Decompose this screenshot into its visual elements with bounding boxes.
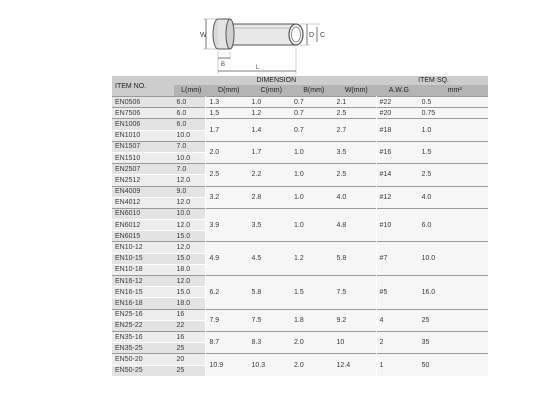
item-no-cell: EN1507	[112, 141, 174, 152]
length-cell: 10.0	[174, 130, 206, 141]
mm2-cell: 2.5	[419, 164, 488, 186]
b-cell: 1.0	[291, 164, 334, 186]
awg-cell: #7	[376, 242, 419, 276]
dim-label-l: L	[256, 65, 260, 71]
d-cell: 1.3	[206, 97, 249, 108]
length-cell: 12.0	[174, 276, 206, 287]
w-cell: 2.1	[334, 97, 377, 108]
awg-cell: #20	[376, 108, 419, 119]
length-cell: 12.0	[174, 242, 206, 253]
header-l: L(mm)	[174, 85, 206, 97]
table-row	[112, 208, 488, 219]
header-awg: A.W.G	[376, 85, 419, 97]
mm2-cell: 6.0	[419, 208, 488, 242]
awg-cell: #5	[376, 276, 419, 310]
d-cell: 4.9	[206, 242, 249, 276]
table-row	[112, 186, 488, 197]
length-cell: 25	[174, 343, 206, 354]
item-no-cell: EN25-16	[112, 309, 174, 320]
item-no-cell: EN35-16	[112, 331, 174, 342]
d-cell: 2.0	[206, 141, 249, 163]
table-row	[112, 108, 488, 119]
header-c: C(mm)	[248, 85, 291, 97]
w-cell: 9.2	[334, 309, 377, 331]
header-w: W(mm)	[334, 85, 377, 97]
item-no-cell: EN2507	[112, 164, 174, 175]
d-cell: 2.5	[206, 164, 249, 186]
c-cell: 1.2	[248, 108, 291, 119]
mm2-cell: 50	[419, 354, 488, 376]
item-no-cell: EN4012	[112, 197, 174, 208]
d-cell: 6.2	[206, 276, 249, 310]
length-cell: 18.0	[174, 264, 206, 275]
item-no-cell: EN10-18	[112, 264, 174, 275]
header-dimension: DIMENSION	[174, 76, 377, 85]
d-cell: 1.7	[206, 119, 249, 141]
item-no-cell: EN35-25	[112, 343, 174, 354]
d-cell: 8.7	[206, 331, 249, 353]
mm2-cell: 35	[419, 331, 488, 353]
table-row	[112, 309, 488, 320]
awg-cell: 4	[376, 309, 419, 331]
header-b: B(mm)	[291, 85, 334, 97]
awg-cell: #12	[376, 186, 419, 208]
d-cell: 3.9	[206, 208, 249, 242]
w-cell: 5.8	[334, 242, 377, 276]
awg-cell: #22	[376, 97, 419, 108]
w-cell: 7.5	[334, 276, 377, 310]
w-cell: 10	[334, 331, 377, 353]
c-cell: 1.4	[248, 119, 291, 141]
c-cell: 2.8	[248, 186, 291, 208]
item-no-cell: EN16-18	[112, 298, 174, 309]
awg-cell: #18	[376, 119, 419, 141]
length-cell: 10.0	[174, 152, 206, 163]
item-no-cell: EN50-25	[112, 365, 174, 376]
c-cell: 7.5	[248, 309, 291, 331]
item-no-cell: EN10-12	[112, 242, 174, 253]
w-cell: 2.7	[334, 119, 377, 141]
w-cell: 12.4	[334, 354, 377, 376]
mm2-cell: 0.75	[419, 108, 488, 119]
item-no-cell: EN4009	[112, 186, 174, 197]
table-row	[112, 242, 488, 253]
dim-label-b: B	[221, 62, 226, 68]
item-no-cell: EN1010	[112, 130, 174, 141]
item-no-cell: EN10-15	[112, 253, 174, 264]
spec-table-container	[112, 76, 488, 376]
d-cell: 10.9	[206, 354, 249, 376]
mm2-cell: 4.0	[419, 186, 488, 208]
c-cell: 10.3	[248, 354, 291, 376]
item-no-cell: EN25-22	[112, 320, 174, 331]
length-cell: 6.0	[174, 119, 206, 130]
awg-cell: #14	[376, 164, 419, 186]
table-row	[112, 164, 488, 175]
awg-cell: #16	[376, 141, 419, 163]
length-cell: 16	[174, 331, 206, 342]
c-cell: 1.0	[248, 97, 291, 108]
b-cell: 0.7	[291, 108, 334, 119]
length-cell: 15.0	[174, 231, 206, 242]
length-cell: 25	[174, 365, 206, 376]
mm2-cell: 1.0	[419, 119, 488, 141]
length-cell: 9.0	[174, 186, 206, 197]
spec-table-body	[112, 97, 488, 376]
dim-label-d: D	[309, 32, 315, 39]
ferrule-diagram	[192, 8, 337, 76]
length-cell: 6.0	[174, 97, 206, 108]
table-row	[112, 141, 488, 152]
w-cell: 4.8	[334, 208, 377, 242]
item-no-cell: EN0506	[112, 97, 174, 108]
header-d: D(mm)	[206, 85, 249, 97]
item-no-cell: EN7506	[112, 108, 174, 119]
b-cell: 1.0	[291, 208, 334, 242]
item-no-cell: EN50-20	[112, 354, 174, 365]
length-cell: 20	[174, 354, 206, 365]
awg-cell: 2	[376, 331, 419, 353]
c-cell: 1.7	[248, 141, 291, 163]
table-row	[112, 331, 488, 342]
length-cell: 7.0	[174, 164, 206, 175]
item-no-cell: EN1006	[112, 119, 174, 130]
d-cell: 1.5	[206, 108, 249, 119]
awg-cell: 1	[376, 354, 419, 376]
c-cell: 8.3	[248, 331, 291, 353]
b-cell: 1.0	[291, 141, 334, 163]
length-cell: 10.0	[174, 208, 206, 219]
c-cell: 3.5	[248, 208, 291, 242]
b-cell: 0.7	[291, 97, 334, 108]
item-no-cell: EN1510	[112, 152, 174, 163]
mm2-cell: 16.0	[419, 276, 488, 310]
w-cell: 3.5	[334, 141, 377, 163]
dim-label-w: W	[200, 32, 207, 39]
item-no-cell: EN16-15	[112, 287, 174, 298]
mm2-cell: 10.0	[419, 242, 488, 276]
length-cell: 18.0	[174, 298, 206, 309]
mm2-cell: 1.5	[419, 141, 488, 163]
length-cell: 6.0	[174, 108, 206, 119]
c-cell: 5.8	[248, 276, 291, 310]
header-item-sq: ITEM SQ.	[376, 76, 488, 85]
c-cell: 2.2	[248, 164, 291, 186]
header-mm2: mm²	[419, 85, 488, 97]
spec-table	[112, 76, 488, 376]
item-no-cell: EN6010	[112, 208, 174, 219]
table-row	[112, 119, 488, 130]
w-cell: 4.0	[334, 186, 377, 208]
b-cell: 1.0	[291, 186, 334, 208]
mm2-cell: 25	[419, 309, 488, 331]
length-cell: 12.0	[174, 175, 206, 186]
d-cell: 7.9	[206, 309, 249, 331]
length-cell: 12.0	[174, 197, 206, 208]
length-cell: 15.0	[174, 287, 206, 298]
table-row	[112, 276, 488, 287]
d-cell: 3.2	[206, 186, 249, 208]
item-no-cell: EN6012	[112, 220, 174, 231]
item-no-cell: EN16-12	[112, 276, 174, 287]
b-cell: 1.8	[291, 309, 334, 331]
table-row	[112, 354, 488, 365]
item-no-cell: EN6015	[112, 231, 174, 242]
b-cell: 1.5	[291, 276, 334, 310]
dim-label-c: C	[320, 32, 326, 39]
mm2-cell: 0.5	[419, 97, 488, 108]
header-item-no: ITEM NO.	[112, 76, 174, 97]
b-cell: 2.0	[291, 331, 334, 353]
length-cell: 12.0	[174, 220, 206, 231]
length-cell: 22	[174, 320, 206, 331]
length-cell: 7.0	[174, 141, 206, 152]
b-cell: 1.2	[291, 242, 334, 276]
c-cell: 4.5	[248, 242, 291, 276]
length-cell: 15.0	[174, 253, 206, 264]
item-no-cell: EN2512	[112, 175, 174, 186]
length-cell: 16	[174, 309, 206, 320]
ferrule-drawing	[192, 8, 337, 76]
w-cell: 2.5	[334, 164, 377, 186]
awg-cell: #10	[376, 208, 419, 242]
table-row	[112, 97, 488, 108]
b-cell: 2.0	[291, 354, 334, 376]
w-cell: 2.5	[334, 108, 377, 119]
b-cell: 0.7	[291, 119, 334, 141]
